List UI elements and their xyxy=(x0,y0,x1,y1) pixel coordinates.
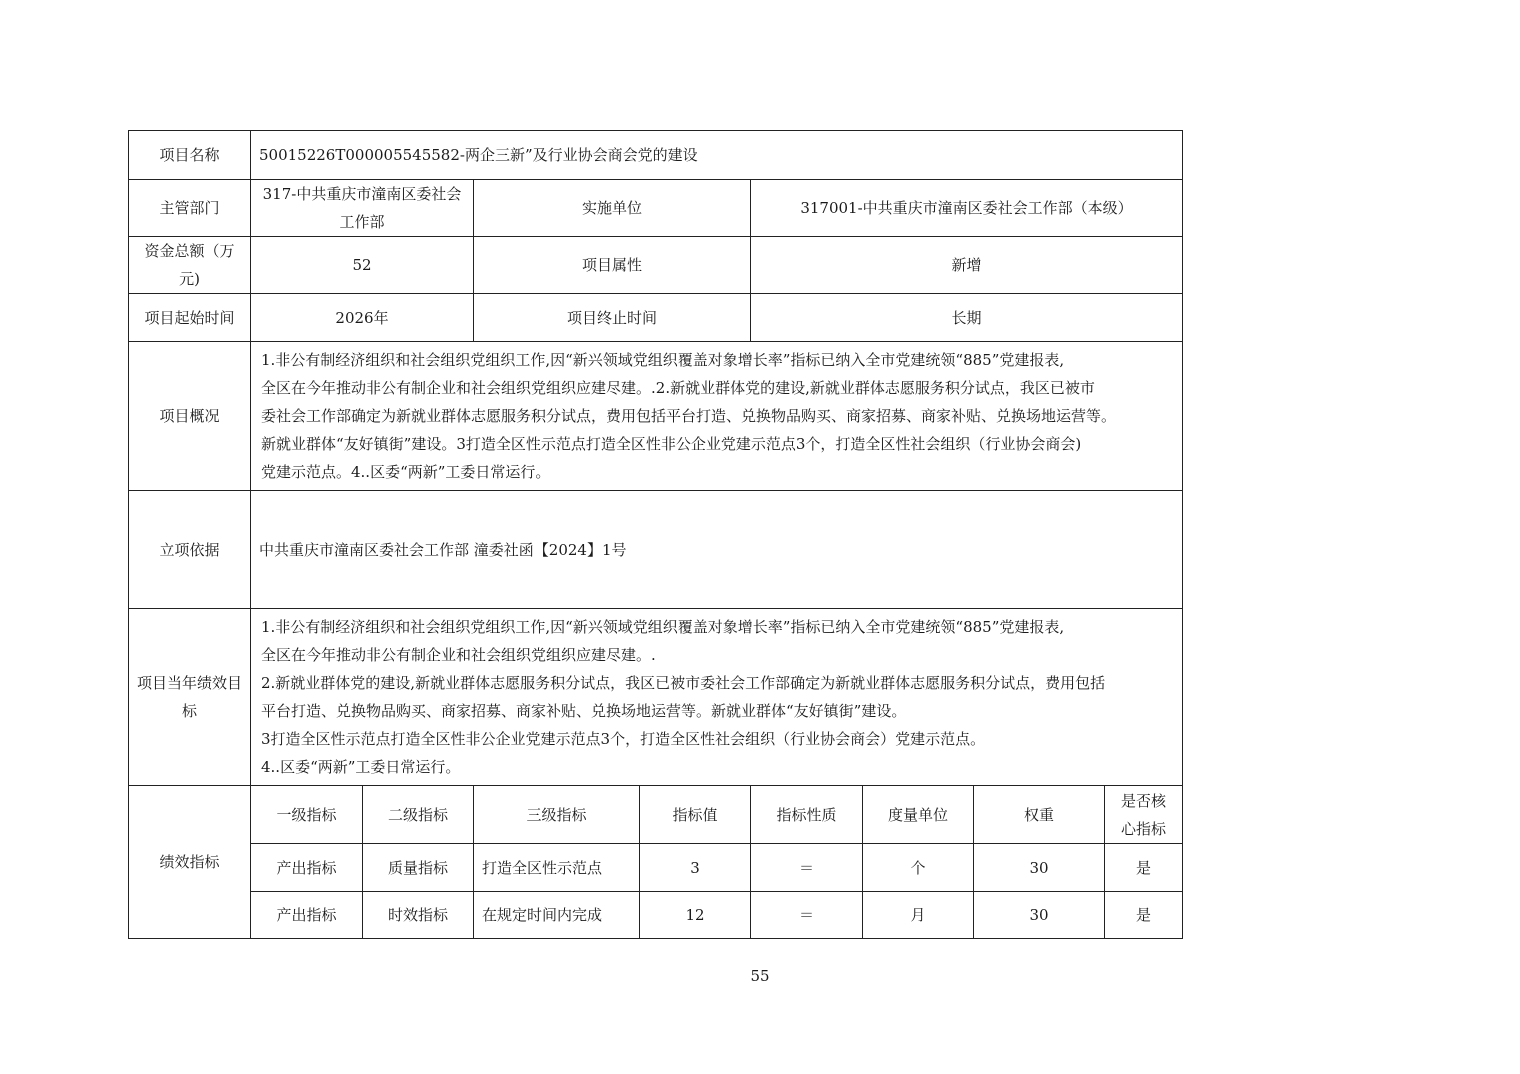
project-form-table xyxy=(128,130,1183,939)
end-time-label: 项目终止时间 xyxy=(474,294,751,342)
header-core: 是否核心指标 xyxy=(1105,786,1183,844)
row-timeline xyxy=(129,294,1183,342)
cell-core: 是 xyxy=(1105,844,1183,892)
page-number: 55 xyxy=(750,967,770,985)
start-time-label: 项目起始时间 xyxy=(129,294,251,342)
cell-nature: ＝ xyxy=(751,892,863,939)
header-level1: 一级指标 xyxy=(251,786,363,844)
cell-unit: 个 xyxy=(863,844,974,892)
department-label: 主管部门 xyxy=(129,180,251,237)
overview-label: 项目概况 xyxy=(129,342,251,491)
cell-level1: 产出指标 xyxy=(251,892,363,939)
project-name-value: 50015226T000005545582-两企三新”及行业协会商会党的建设 xyxy=(251,131,1183,180)
cell-level3: 打造全区性示范点 xyxy=(474,844,640,892)
goals-line: 平台打造、兑换物品购买、商家招募、商家补贴、兑换场地运营等。新就业群体“友好镇街”建设。 xyxy=(261,702,907,720)
goals-line: 1.非公有制经济组织和社会组织党组织工作,因“新兴领域党组织覆盖对象增长率”指标已纳入全市党建统领“885”党建报表, xyxy=(261,618,1065,636)
row-basis xyxy=(129,491,1183,609)
overview-line: 新就业群体“友好镇街”建设。3打造全区性示范点打造全区性非公企业党建示范点3个，打造全区性社会组织（行业协会商会) xyxy=(261,435,1082,453)
header-nature: 指标性质 xyxy=(751,786,863,844)
header-value: 指标值 xyxy=(640,786,751,844)
department-value: 317-中共重庆市潼南区委社会工作部 xyxy=(251,180,474,237)
header-level3: 三级指标 xyxy=(474,786,640,844)
basis-label: 立项依据 xyxy=(129,491,251,609)
goals-line: 3打造全区性示范点打造全区性非公企业党建示范点3个，打造全区性社会组织（行业协会商会）党建示范点。 xyxy=(261,730,986,748)
goals-text xyxy=(251,609,1183,786)
funding-value: 52 xyxy=(251,237,474,294)
project-attribute-label: 项目属性 xyxy=(474,237,751,294)
overview-line: 1.非公有制经济组织和社会组织党组织工作,因“新兴领域党组织覆盖对象增长率”指标已纳入全市党建统领“885”党建报表, xyxy=(261,351,1065,369)
cell-unit: 月 xyxy=(863,892,974,939)
indicators-label: 绩效指标 xyxy=(129,786,251,939)
goals-line: 4..区委“两新”工委日常运行。 xyxy=(261,758,461,776)
goals-label: 项目当年绩效目标 xyxy=(129,609,251,786)
cell-level1: 产出指标 xyxy=(251,844,363,892)
row-project-name xyxy=(129,131,1183,180)
cell-level2: 质量指标 xyxy=(363,844,474,892)
overview-text xyxy=(251,342,1183,491)
cell-level3: 在规定时间内完成 xyxy=(474,892,640,939)
row-department xyxy=(129,180,1183,237)
row-overview xyxy=(129,342,1183,491)
end-time-value: 长期 xyxy=(751,294,1183,342)
funding-label: 资金总额（万元) xyxy=(129,237,251,294)
indicator-header-row xyxy=(129,786,1183,844)
project-name-label: 项目名称 xyxy=(129,131,251,180)
row-goals xyxy=(129,609,1183,786)
row-funding xyxy=(129,237,1183,294)
cell-weight: 30 xyxy=(974,844,1105,892)
cell-level2: 时效指标 xyxy=(363,892,474,939)
goals-line: 全区在今年推动非公有制企业和社会组织党组织应建尽建。. xyxy=(261,646,656,664)
header-level2: 二级指标 xyxy=(363,786,474,844)
cell-value: 3 xyxy=(640,844,751,892)
overview-line: 委社会工作部确定为新就业群体志愿服务积分试点，费用包括平台打造、兑换物品购买、商家招募、商家补贴、兑换场地运营等。 xyxy=(261,407,1117,425)
start-time-value: 2026年 xyxy=(251,294,474,342)
overview-line: 党建示范点。4..区委“两新”工委日常运行。 xyxy=(261,463,551,481)
overview-line: 全区在今年推动非公有制企业和社会组织党组织应建尽建。.2.新就业群体党的建设,新就业群体志愿服务积分试点，我区已被市 xyxy=(261,379,1095,397)
cell-nature: ＝ xyxy=(751,844,863,892)
implementing-unit-label: 实施单位 xyxy=(474,180,751,237)
implementing-unit-value: 317001-中共重庆市潼南区委社会工作部（本级） xyxy=(751,180,1183,237)
header-unit: 度量单位 xyxy=(863,786,974,844)
table-row xyxy=(129,892,1183,939)
basis-value: 中共重庆市潼南区委社会工作部 潼委社函【2024】1号 xyxy=(251,491,1183,609)
cell-core: 是 xyxy=(1105,892,1183,939)
header-weight: 权重 xyxy=(974,786,1105,844)
goals-line: 2.新就业群体党的建设,新就业群体志愿服务积分试点，我区已被市委社会工作部确定为新就业群体志愿服务积分试点，费用包括 xyxy=(261,674,1106,692)
cell-weight: 30 xyxy=(974,892,1105,939)
cell-value: 12 xyxy=(640,892,751,939)
table-row xyxy=(129,844,1183,892)
project-attribute-value: 新增 xyxy=(751,237,1183,294)
